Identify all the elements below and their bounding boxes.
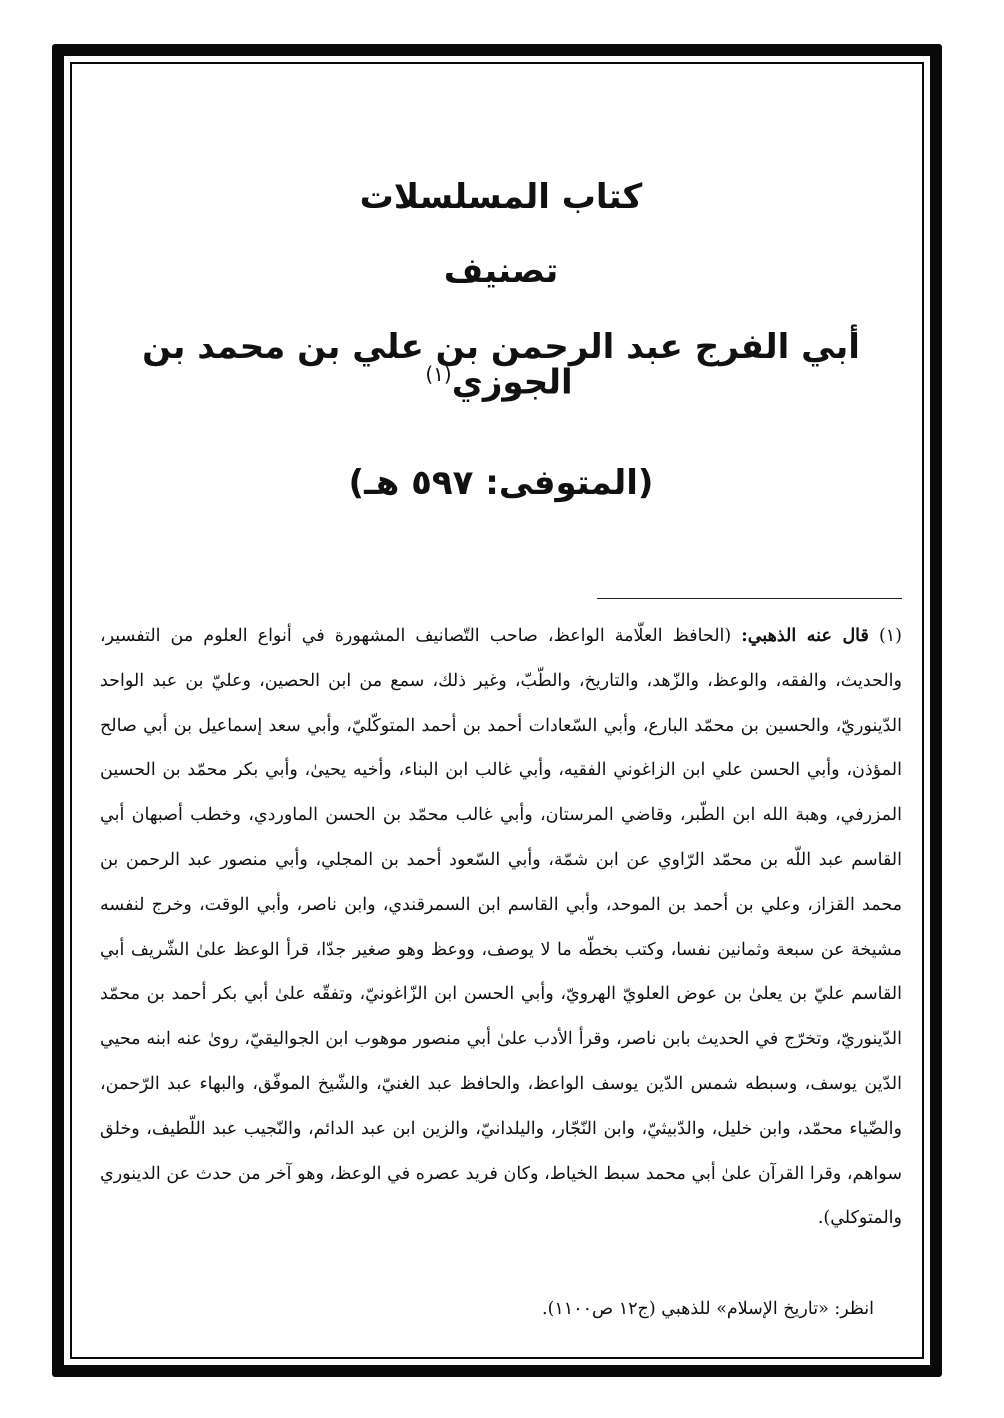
author-name bbox=[100, 327, 902, 403]
footnote-body: (الحافظ العلّامة الواعظ، صاحب التّصانيف المشهورة في أنواع العلوم من التفسير، والحديث، والفقه، والوعظ، والزّهد، والتاريخ، والطّبّ، وغير ذلك، سمع من ابن الحصين، وعليّ بن عبد الواحد الدّينوريّ، والحسين بن محمّد البارع، وأبي السّعادات أحمد بن أحمد المتوكّليّ، وأبي سعد إسماعيل بن أبي صالح المؤذن، وأبي الحسن علي ابن الزاغوني الفقيه، وأبي غالب ابن البناء، وأخيه يحيىٰ، وأبي بكر محمّد بن الحسين المزرفي، وهبة الله ابن الطّبر، وقاضي المرستان، وأبي غالب محمّد بن الحسن الماوردي، وخطب أصبهان أبي القاسم عبد اللّه بن محمّد الرّاوي عن ابن شمّة، وأبي السّعود أحمد بن المجلي، وأبي منصور عبد الرحمن بن محمد القزاز، وعلي بن أحمد بن الموحد، وأبي القاسم ابن السمرقندي، وابن ناصر، وأبي الوقت، وخرج لنفسه مشيخة عن سبعة وثمانين نفسا، وكتب بخطّه ما لا يوصف، ووعظ وهو صغير جدّا، قرأ الوعظ علىٰ الشّريف أبي القاسم عليّ بن يعلىٰ بن عوض العلويّ الهرويّ، وأبي الحسن ابن الزّاغونيّ، وتفقّه علىٰ أبي بكر أحمد بن محمّد الدّينوريّ، وتخرّج في الحديث بابن ناصر، وقرأ الأدب علىٰ أبي منصور موهوب ابن الجواليقيّ، روىٰ عنه ابنه محيي الدّين يوسف، وسبطه شمس الدّين يوسف الواعظ، والحافظ عبد الغنيّ، والشّيخ الموفّق، والبهاء عبد الرّحمن، والضّياء محمّد، وابن خليل، والدّبيثيّ، وابن النّجّار، واليلدانيّ، والزين ابن عبد الدائم، والنّجيب عبد اللّطيف، وخلق سواهم، وقرا القرآن علىٰ أبي محمد سبط الخياط، وكان فريد عصره في الوعظ، وهو آخر من حدث عن الدينوري والمتوكلي). bbox=[100, 626, 902, 1229]
footnote-number: (١) bbox=[878, 626, 902, 646]
footnote-separator bbox=[597, 598, 902, 599]
book-title: كتاب المسلسلات bbox=[359, 177, 643, 217]
authored-by-label: تصنيف bbox=[443, 251, 559, 291]
footnote-reference: انظر: «تاريخ الإسلام» للذهبي (ج١٢ ص١١٠٠). bbox=[542, 1299, 874, 1319]
footnote-text bbox=[100, 614, 902, 1241]
footnote-marker[interactable]: (١) bbox=[425, 362, 452, 386]
author-name-text: أبي الفرج عبد الرحمن بن علي بن محمد بن الجوزي bbox=[142, 327, 860, 403]
footnote-lead: قال عنه الذهبي: bbox=[741, 626, 869, 646]
death-date: (المتوفى: ٥٩٧ هـ) bbox=[348, 463, 654, 503]
